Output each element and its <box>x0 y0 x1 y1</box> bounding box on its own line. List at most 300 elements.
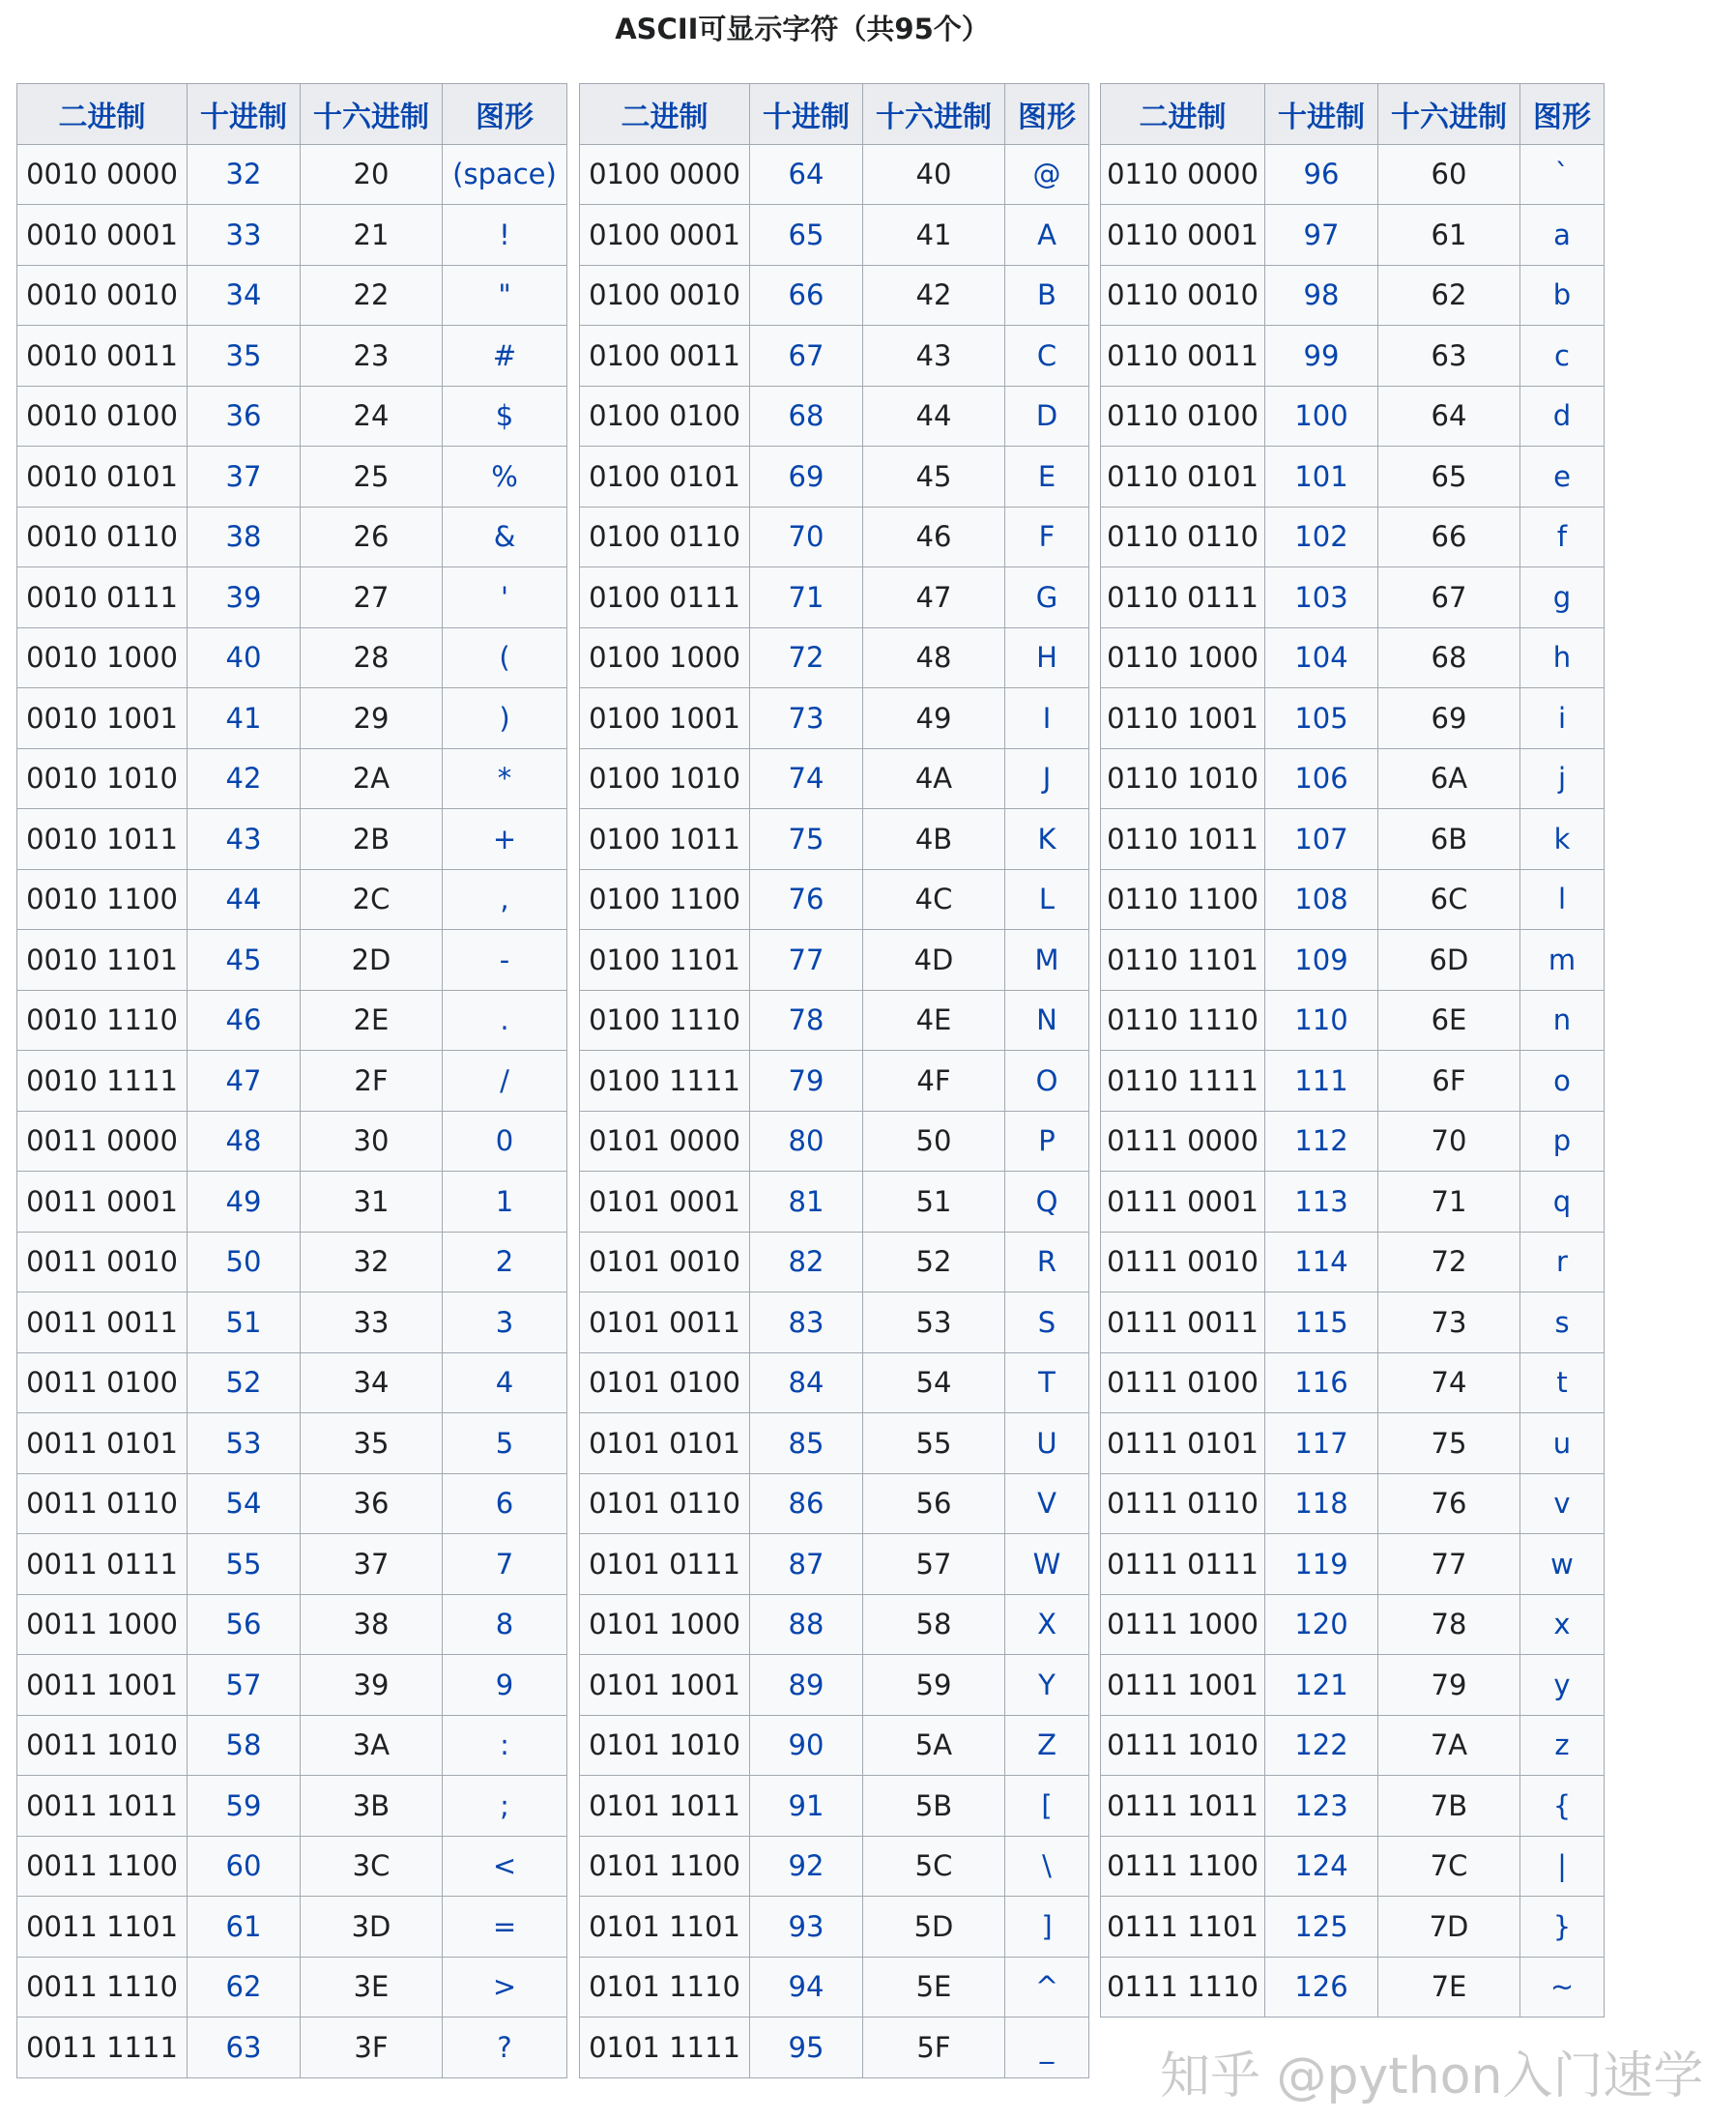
decimal-cell[interactable]: 87 <box>750 1534 863 1595</box>
glyph-cell[interactable]: X <box>1005 1594 1089 1655</box>
hex-cell: 4F <box>863 1051 1005 1112</box>
glyph-cell[interactable]: A <box>1005 205 1089 266</box>
hex-cell: 76 <box>1378 1473 1520 1534</box>
glyph-cell[interactable]: h <box>1520 627 1605 688</box>
decimal-cell[interactable]: 34 <box>188 265 301 326</box>
hex-cell: 57 <box>863 1534 1005 1595</box>
glyph-cell[interactable]: O <box>1005 1051 1089 1112</box>
binary-cell: 0101 1111 <box>580 2017 750 2078</box>
table-row <box>1101 1413 1605 1474</box>
glyph-cell[interactable]: G <box>1005 567 1089 628</box>
glyph-cell[interactable]: e <box>1520 447 1605 508</box>
glyph-cell[interactable]: n <box>1520 990 1605 1051</box>
decimal-cell[interactable]: 60 <box>188 1836 301 1897</box>
table-row <box>1101 1715 1605 1776</box>
decimal-cell[interactable]: 94 <box>750 1957 863 2017</box>
glyph-cell[interactable]: ` <box>1520 144 1605 205</box>
table-row <box>17 1292 567 1353</box>
hex-cell: 46 <box>863 507 1005 567</box>
glyph-cell[interactable]: r <box>1520 1232 1605 1292</box>
glyph-cell[interactable]: p <box>1520 1111 1605 1172</box>
decimal-cell[interactable]: 45 <box>188 930 301 991</box>
glyph-cell[interactable]: | <box>1520 1836 1605 1897</box>
glyph-cell[interactable]: E <box>1005 447 1089 508</box>
binary-cell: 0110 1100 <box>1101 869 1265 930</box>
decimal-cell[interactable]: 72 <box>750 627 863 688</box>
decimal-cell[interactable]: 51 <box>188 1292 301 1353</box>
hex-cell: 43 <box>863 326 1005 387</box>
table-row <box>17 1655 567 1716</box>
glyph-cell[interactable]: R <box>1005 1232 1089 1292</box>
binary-cell: 0110 1011 <box>1101 809 1265 870</box>
decimal-cell[interactable]: 123 <box>1265 1776 1378 1837</box>
decimal-cell[interactable]: 81 <box>750 1172 863 1233</box>
glyph-cell[interactable]: , <box>443 869 567 930</box>
decimal-cell[interactable]: 46 <box>188 990 301 1051</box>
glyph-cell[interactable]: = <box>443 1897 567 1958</box>
glyph-cell[interactable]: 3 <box>443 1292 567 1353</box>
table-row <box>17 1051 567 1112</box>
hex-cell: 5D <box>863 1897 1005 1958</box>
glyph-cell[interactable]: z <box>1520 1715 1605 1776</box>
glyph-cell[interactable]: ' <box>443 567 567 628</box>
decimal-cell[interactable]: 114 <box>1265 1232 1378 1292</box>
decimal-cell[interactable]: 124 <box>1265 1836 1378 1897</box>
decimal-cell[interactable]: 44 <box>188 869 301 930</box>
glyph-cell[interactable]: K <box>1005 809 1089 870</box>
glyph-cell[interactable]: 9 <box>443 1655 567 1716</box>
glyph-cell[interactable]: D <box>1005 386 1089 447</box>
hex-cell: 73 <box>1378 1292 1520 1353</box>
table-row <box>1101 1232 1605 1292</box>
decimal-cell[interactable]: 96 <box>1265 144 1378 205</box>
glyph-cell[interactable]: 7 <box>443 1534 567 1595</box>
binary-cell: 0010 0110 <box>17 507 188 567</box>
decimal-cell[interactable]: 93 <box>750 1897 863 1958</box>
glyph-cell[interactable]: . <box>443 990 567 1051</box>
decimal-cell[interactable]: 48 <box>188 1111 301 1172</box>
glyph-cell[interactable]: - <box>443 930 567 991</box>
table-row <box>1101 386 1605 447</box>
glyph-cell[interactable]: : <box>443 1715 567 1776</box>
glyph-cell[interactable]: 0 <box>443 1111 567 1172</box>
hex-cell: 63 <box>1378 326 1520 387</box>
hex-cell: 3F <box>301 2017 443 2078</box>
binary-cell: 0110 1010 <box>1101 748 1265 809</box>
decimal-cell[interactable]: 105 <box>1265 688 1378 749</box>
decimal-cell[interactable]: 62 <box>188 1957 301 2017</box>
glyph-cell[interactable]: ] <box>1005 1897 1089 1958</box>
decimal-cell[interactable]: 47 <box>188 1051 301 1112</box>
decimal-cell[interactable]: 120 <box>1265 1594 1378 1655</box>
glyph-cell[interactable]: M <box>1005 930 1089 991</box>
decimal-cell[interactable]: 56 <box>188 1594 301 1655</box>
glyph-cell[interactable]: Q <box>1005 1172 1089 1233</box>
binary-cell: 0111 1001 <box>1101 1655 1265 1716</box>
binary-cell: 0100 0010 <box>580 265 750 326</box>
decimal-cell[interactable]: 38 <box>188 507 301 567</box>
glyph-cell[interactable]: % <box>443 447 567 508</box>
binary-cell: 0100 1101 <box>580 930 750 991</box>
table-row <box>580 1413 1089 1474</box>
binary-cell: 0111 0101 <box>1101 1413 1265 1474</box>
binary-cell: 0101 1110 <box>580 1957 750 2017</box>
glyph-cell[interactable]: < <box>443 1836 567 1897</box>
table-row <box>580 1292 1089 1353</box>
hex-cell: 6B <box>1378 809 1520 870</box>
decimal-cell[interactable]: 117 <box>1265 1413 1378 1474</box>
decimal-cell[interactable]: 41 <box>188 688 301 749</box>
binary-cell: 0111 0010 <box>1101 1232 1265 1292</box>
binary-cell: 0010 1010 <box>17 748 188 809</box>
decimal-cell[interactable]: 73 <box>750 688 863 749</box>
glyph-cell[interactable]: > <box>443 1957 567 2017</box>
hex-cell: 36 <box>301 1473 443 1534</box>
hex-cell: 67 <box>1378 567 1520 628</box>
glyph-cell[interactable]: k <box>1520 809 1605 870</box>
decimal-cell[interactable]: 64 <box>750 144 863 205</box>
glyph-cell[interactable]: m <box>1520 930 1605 991</box>
glyph-cell[interactable]: 8 <box>443 1594 567 1655</box>
glyph-cell[interactable]: g <box>1520 567 1605 628</box>
hex-cell: 74 <box>1378 1352 1520 1413</box>
table-row <box>580 1111 1089 1172</box>
binary-cell: 0111 1010 <box>1101 1715 1265 1776</box>
decimal-cell[interactable]: 113 <box>1265 1172 1378 1233</box>
decimal-cell[interactable]: 82 <box>750 1232 863 1292</box>
glyph-cell[interactable]: i <box>1520 688 1605 749</box>
glyph-cell[interactable]: \ <box>1005 1836 1089 1897</box>
binary-cell: 0111 1000 <box>1101 1594 1265 1655</box>
decimal-cell[interactable]: 65 <box>750 205 863 266</box>
decimal-cell[interactable]: 74 <box>750 748 863 809</box>
decimal-cell[interactable]: 33 <box>188 205 301 266</box>
decimal-cell[interactable]: 66 <box>750 265 863 326</box>
binary-cell: 0100 0000 <box>580 144 750 205</box>
table-row <box>580 326 1089 387</box>
table-row <box>17 1111 567 1172</box>
table-row <box>580 1232 1089 1292</box>
glyph-cell[interactable]: U <box>1005 1413 1089 1474</box>
decimal-cell[interactable]: 71 <box>750 567 863 628</box>
glyph-cell[interactable]: q <box>1520 1172 1605 1233</box>
binary-cell: 0010 1001 <box>17 688 188 749</box>
binary-cell: 0101 0110 <box>580 1473 750 1534</box>
table-row <box>1101 1051 1605 1112</box>
binary-cell: 0110 0100 <box>1101 386 1265 447</box>
decimal-cell[interactable]: 125 <box>1265 1897 1378 1958</box>
decimal-cell[interactable]: 43 <box>188 809 301 870</box>
hex-cell: 38 <box>301 1594 443 1655</box>
glyph-cell[interactable]: (space) <box>443 144 567 205</box>
glyph-cell[interactable]: N <box>1005 990 1089 1051</box>
glyph-cell[interactable]: * <box>443 748 567 809</box>
table-row <box>17 990 567 1051</box>
glyph-cell[interactable]: Z <box>1005 1715 1089 1776</box>
table-row <box>17 205 567 266</box>
decimal-cell[interactable]: 118 <box>1265 1473 1378 1534</box>
decimal-cell[interactable]: 70 <box>750 507 863 567</box>
glyph-cell[interactable]: @ <box>1005 144 1089 205</box>
glyph-cell[interactable]: ! <box>443 205 567 266</box>
header-binary: 二进制 <box>580 84 750 145</box>
decimal-cell[interactable]: 37 <box>188 447 301 508</box>
table-row <box>580 809 1089 870</box>
decimal-cell[interactable]: 76 <box>750 869 863 930</box>
glyph-cell[interactable]: / <box>443 1051 567 1112</box>
binary-cell: 0110 0011 <box>1101 326 1265 387</box>
decimal-cell[interactable]: 54 <box>188 1473 301 1534</box>
glyph-cell[interactable]: W <box>1005 1534 1089 1595</box>
binary-cell: 0100 0100 <box>580 386 750 447</box>
table-row <box>1101 1655 1605 1716</box>
glyph-cell[interactable]: Y <box>1005 1655 1089 1716</box>
decimal-cell[interactable]: 59 <box>188 1776 301 1837</box>
glyph-cell[interactable]: 2 <box>443 1232 567 1292</box>
decimal-cell[interactable]: 32 <box>188 144 301 205</box>
decimal-cell[interactable]: 67 <box>750 326 863 387</box>
glyph-cell[interactable]: 6 <box>443 1473 567 1534</box>
glyph-cell[interactable]: y <box>1520 1655 1605 1716</box>
glyph-cell[interactable]: ^ <box>1005 1957 1089 2017</box>
decimal-cell[interactable]: 109 <box>1265 930 1378 991</box>
glyph-cell[interactable]: ) <box>443 688 567 749</box>
table-row <box>17 1534 567 1595</box>
decimal-cell[interactable]: 42 <box>188 748 301 809</box>
glyph-cell[interactable]: L <box>1005 869 1089 930</box>
decimal-cell[interactable]: 84 <box>750 1352 863 1413</box>
hex-cell: 68 <box>1378 627 1520 688</box>
table-row <box>17 1172 567 1233</box>
glyph-cell[interactable]: S <box>1005 1292 1089 1353</box>
hex-cell: 72 <box>1378 1232 1520 1292</box>
binary-cell: 0010 0111 <box>17 567 188 628</box>
glyph-cell[interactable]: b <box>1520 265 1605 326</box>
glyph-cell[interactable]: v <box>1520 1473 1605 1534</box>
decimal-cell[interactable]: 126 <box>1265 1957 1378 2017</box>
glyph-cell[interactable]: l <box>1520 869 1605 930</box>
glyph-cell[interactable]: J <box>1005 748 1089 809</box>
glyph-cell[interactable]: } <box>1520 1897 1605 1958</box>
glyph-cell[interactable]: 4 <box>443 1352 567 1413</box>
decimal-cell[interactable]: 103 <box>1265 567 1378 628</box>
binary-cell: 0011 1000 <box>17 1594 188 1655</box>
binary-cell: 0110 1000 <box>1101 627 1265 688</box>
binary-cell: 0101 1011 <box>580 1776 750 1837</box>
glyph-cell[interactable]: H <box>1005 627 1089 688</box>
decimal-cell[interactable]: 39 <box>188 567 301 628</box>
hex-cell: 69 <box>1378 688 1520 749</box>
table-row <box>1101 1352 1605 1413</box>
glyph-cell[interactable]: a <box>1520 205 1605 266</box>
hex-cell: 26 <box>301 507 443 567</box>
glyph-cell[interactable]: I <box>1005 688 1089 749</box>
decimal-cell[interactable]: 57 <box>188 1655 301 1716</box>
decimal-cell[interactable]: 61 <box>188 1897 301 1958</box>
glyph-cell[interactable]: B <box>1005 265 1089 326</box>
decimal-cell[interactable]: 91 <box>750 1776 863 1837</box>
decimal-cell[interactable]: 75 <box>750 809 863 870</box>
hex-cell: 52 <box>863 1232 1005 1292</box>
decimal-cell[interactable]: 111 <box>1265 1051 1378 1112</box>
table-row <box>17 144 567 205</box>
table-row <box>580 1776 1089 1837</box>
decimal-cell[interactable]: 68 <box>750 386 863 447</box>
table-row <box>17 1836 567 1897</box>
glyph-cell[interactable]: T <box>1005 1352 1089 1413</box>
glyph-cell[interactable]: x <box>1520 1594 1605 1655</box>
decimal-cell[interactable]: 110 <box>1265 990 1378 1051</box>
table-row <box>17 869 567 930</box>
glyph-cell[interactable]: ; <box>443 1776 567 1837</box>
hex-cell: 77 <box>1378 1534 1520 1595</box>
glyph-cell[interactable]: 5 <box>443 1413 567 1474</box>
glyph-cell[interactable]: & <box>443 507 567 567</box>
decimal-cell[interactable]: 63 <box>188 2017 301 2078</box>
decimal-cell[interactable]: 36 <box>188 386 301 447</box>
glyph-cell[interactable]: # <box>443 326 567 387</box>
decimal-cell[interactable]: 119 <box>1265 1534 1378 1595</box>
decimal-cell[interactable]: 77 <box>750 930 863 991</box>
header-hex: 十六进制 <box>301 84 443 145</box>
table-row <box>1101 869 1605 930</box>
glyph-cell[interactable]: 1 <box>443 1172 567 1233</box>
glyph-cell[interactable]: f <box>1520 507 1605 567</box>
glyph-cell[interactable]: o <box>1520 1051 1605 1112</box>
hex-cell: 53 <box>863 1292 1005 1353</box>
binary-cell: 0010 1101 <box>17 930 188 991</box>
decimal-cell[interactable]: 55 <box>188 1534 301 1595</box>
page-title: ASCII可显示字符（共95个） <box>615 13 990 45</box>
hex-cell: 4D <box>863 930 1005 991</box>
glyph-cell[interactable]: P <box>1005 1111 1089 1172</box>
binary-cell: 0010 0001 <box>17 205 188 266</box>
glyph-cell[interactable]: + <box>443 809 567 870</box>
decimal-cell[interactable]: 35 <box>188 326 301 387</box>
hex-cell: 30 <box>301 1111 443 1172</box>
decimal-cell[interactable]: 115 <box>1265 1292 1378 1353</box>
table-row <box>1101 1172 1605 1233</box>
binary-cell: 0100 1110 <box>580 990 750 1051</box>
glyph-cell[interactable]: j <box>1520 748 1605 809</box>
glyph-cell[interactable]: c <box>1520 326 1605 387</box>
table-row <box>580 507 1089 567</box>
hex-cell: 7D <box>1378 1897 1520 1958</box>
decimal-cell[interactable]: 107 <box>1265 809 1378 870</box>
decimal-cell[interactable]: 80 <box>750 1111 863 1172</box>
table-row <box>580 1957 1089 2017</box>
glyph-cell[interactable]: { <box>1520 1776 1605 1837</box>
glyph-cell[interactable]: ( <box>443 627 567 688</box>
hex-cell: 41 <box>863 205 1005 266</box>
decimal-cell[interactable]: 97 <box>1265 205 1378 266</box>
table-header-row <box>17 84 567 145</box>
decimal-cell[interactable]: 122 <box>1265 1715 1378 1776</box>
hex-cell: 7C <box>1378 1836 1520 1897</box>
decimal-cell[interactable]: 86 <box>750 1473 863 1534</box>
table-row <box>1101 1836 1605 1897</box>
decimal-cell[interactable]: 106 <box>1265 748 1378 809</box>
decimal-cell[interactable]: 83 <box>750 1292 863 1353</box>
binary-cell: 0010 0100 <box>17 386 188 447</box>
decimal-cell[interactable]: 49 <box>188 1172 301 1233</box>
decimal-cell[interactable]: 101 <box>1265 447 1378 508</box>
decimal-cell[interactable]: 58 <box>188 1715 301 1776</box>
glyph-cell[interactable]: " <box>443 265 567 326</box>
binary-cell: 0101 0100 <box>580 1352 750 1413</box>
decimal-cell[interactable]: 102 <box>1265 507 1378 567</box>
decimal-cell[interactable]: 116 <box>1265 1352 1378 1413</box>
table-row <box>580 930 1089 991</box>
decimal-cell[interactable]: 121 <box>1265 1655 1378 1716</box>
glyph-cell[interactable]: ~ <box>1520 1957 1605 2017</box>
glyph-cell[interactable]: d <box>1520 386 1605 447</box>
glyph-cell[interactable]: s <box>1520 1292 1605 1353</box>
decimal-cell[interactable]: 85 <box>750 1413 863 1474</box>
decimal-cell[interactable]: 92 <box>750 1836 863 1897</box>
decimal-cell[interactable]: 79 <box>750 1051 863 1112</box>
glyph-cell[interactable]: t <box>1520 1352 1605 1413</box>
glyph-cell[interactable]: F <box>1005 507 1089 567</box>
decimal-cell[interactable]: 40 <box>188 627 301 688</box>
binary-cell: 0110 0110 <box>1101 507 1265 567</box>
hex-cell: 54 <box>863 1352 1005 1413</box>
table-row <box>580 1655 1089 1716</box>
decimal-cell[interactable]: 99 <box>1265 326 1378 387</box>
glyph-cell[interactable]: w <box>1520 1534 1605 1595</box>
decimal-cell[interactable]: 98 <box>1265 265 1378 326</box>
header-binary: 二进制 <box>17 84 188 145</box>
glyph-cell[interactable]: u <box>1520 1413 1605 1474</box>
decimal-cell[interactable]: 90 <box>750 1715 863 1776</box>
table-row <box>17 1413 567 1474</box>
glyph-cell[interactable]: [ <box>1005 1776 1089 1837</box>
decimal-cell[interactable]: 112 <box>1265 1111 1378 1172</box>
hex-cell: 71 <box>1378 1172 1520 1233</box>
hex-cell: 65 <box>1378 447 1520 508</box>
hex-cell: 39 <box>301 1655 443 1716</box>
glyph-cell[interactable]: $ <box>443 386 567 447</box>
decimal-cell[interactable]: 78 <box>750 990 863 1051</box>
decimal-cell[interactable]: 89 <box>750 1655 863 1716</box>
decimal-cell[interactable]: 108 <box>1265 869 1378 930</box>
hex-cell: 58 <box>863 1594 1005 1655</box>
binary-cell: 0100 1011 <box>580 809 750 870</box>
binary-cell: 0110 1110 <box>1101 990 1265 1051</box>
hex-cell: 31 <box>301 1172 443 1233</box>
glyph-cell[interactable]: C <box>1005 326 1089 387</box>
hex-cell: 2D <box>301 930 443 991</box>
decimal-cell[interactable]: 104 <box>1265 627 1378 688</box>
hex-cell: 3E <box>301 1957 443 2017</box>
binary-cell: 0100 0101 <box>580 447 750 508</box>
header-decimal: 十进制 <box>750 84 863 145</box>
decimal-cell[interactable]: 95 <box>750 2017 863 2078</box>
glyph-cell[interactable]: ? <box>443 2017 567 2078</box>
decimal-cell[interactable]: 69 <box>750 447 863 508</box>
glyph-cell[interactable]: V <box>1005 1473 1089 1534</box>
decimal-cell[interactable]: 88 <box>750 1594 863 1655</box>
decimal-cell[interactable]: 100 <box>1265 386 1378 447</box>
decimal-cell[interactable]: 52 <box>188 1352 301 1413</box>
decimal-cell[interactable]: 53 <box>188 1413 301 1474</box>
glyph-cell[interactable]: _ <box>1005 2017 1089 2078</box>
decimal-cell[interactable]: 50 <box>188 1232 301 1292</box>
table-row <box>17 688 567 749</box>
binary-cell: 0100 0001 <box>580 205 750 266</box>
hex-cell: 2A <box>301 748 443 809</box>
hex-cell: 70 <box>1378 1111 1520 1172</box>
